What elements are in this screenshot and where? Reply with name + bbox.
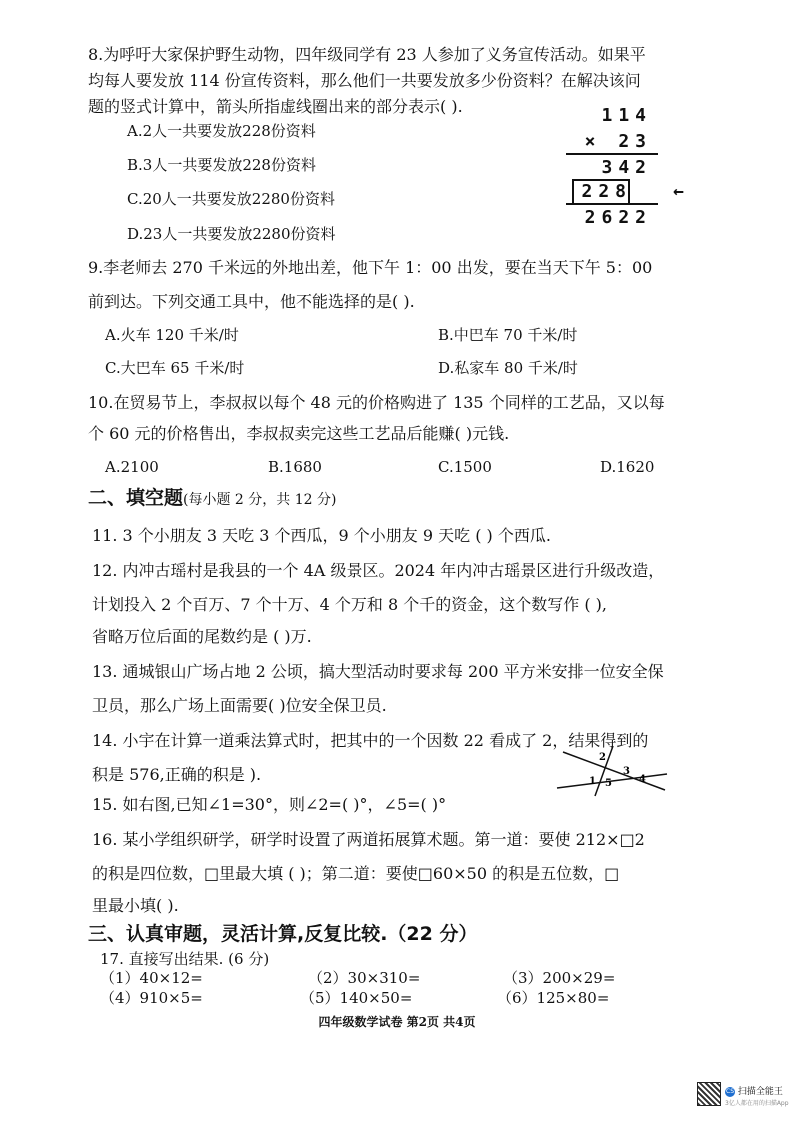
fig-label-3: 3 <box>623 766 630 777</box>
q17-item-1: （1）40×12= <box>100 969 203 987</box>
q10-option-a: A.2100 <box>105 458 159 476</box>
scanner-logo-icon: CS <box>726 1087 734 1095</box>
page-footer: 四年级数学试卷 第2页 共4页 <box>318 1015 476 1029</box>
q9-option-d: D.私家车 80 千米/时 <box>438 359 578 377</box>
calc-row-partial-2: 228 <box>581 181 632 202</box>
fig-label-5: 5 <box>605 778 612 789</box>
section-3-title: 三、认真审题，灵活计算,反复比较.（22 分） <box>88 923 478 945</box>
q8-option-b: B.3人一共要发放228份资料 <box>127 156 316 174</box>
q15-text: 15. 如右图,已知∠1=30°，则∠2=( )°，∠5=( )° <box>92 795 447 814</box>
q8-option-d: D.23人一共要发放2280份资料 <box>127 225 336 243</box>
fig-label-4: 4 <box>639 774 646 785</box>
q9-line1: 9.李老师去 270 千米远的外地出差，他下午 1：00 出发，要在当天下午 5：00 <box>88 258 653 277</box>
q9-option-a: A.火车 120 千米/时 <box>105 326 239 344</box>
q12-line2: 计划投入 2 个百万、7 个十万、4 个万和 8 个千的资金，这个数写作 ( ), <box>92 595 607 614</box>
fig-line-1 <box>563 752 665 790</box>
q10-line2: 个 60 元的价格售出，李叔叔卖完这些工艺品后能赚( )元钱. <box>88 424 510 443</box>
q13-line2: 卫员，那么广场上面需要( )位安全保卫员. <box>92 696 387 715</box>
section-2-heading <box>88 486 336 512</box>
dashed-circle-box <box>572 179 630 205</box>
q10-option-d: D.1620 <box>600 458 655 476</box>
q8-option-c: C.20人一共要发放2280份资料 <box>127 190 335 208</box>
calc-row-product: 2622 <box>584 207 652 228</box>
q12-line1: 12. 内冲古瑶村是我县的一个 4A 级景区。2024 年内冲古瑶景区进行升级改造， <box>92 561 665 580</box>
calc-rule-1 <box>566 153 658 155</box>
calc-row-multiplier: × 23 <box>584 131 652 152</box>
fig-line-2 <box>557 774 667 788</box>
q9-line2: 前到达。下列交通工具中，他不能选择的是( ). <box>88 292 415 311</box>
q8-line2: 均每人要发放 114 份宣传资料，那么他们一共要发放多少份资料？在解决该问 <box>88 71 641 90</box>
q16-line2: 的积是四位数，□里最大填 ( )；第二道：要使□60×50 的积是五位数，□ <box>92 864 620 883</box>
q17-item-3: （3）200×29= <box>503 969 616 987</box>
q8-line1: 8.为呼吁大家保护野生动物，四年级同学有 23 人参加了义务宣传活动。如果平 <box>88 45 646 64</box>
angle-figure <box>555 742 670 798</box>
q17-item-5: （5）140×50= <box>300 989 413 1007</box>
vertical-calculation <box>560 105 684 235</box>
q13-line1: 13. 通城银山广场占地 2 公顷，搞大型活动时要求每 200 平方米安排一位安全保 <box>92 662 664 681</box>
q12-line3: 省略万位后面的尾数约是 ( )万. <box>92 627 312 646</box>
scanner-name: 扫描全能王 <box>737 1087 783 1097</box>
calc-row-partial-1: 342 <box>601 157 652 178</box>
calc-rule-2 <box>566 203 658 205</box>
q9-option-b: B.中巴车 70 千米/时 <box>438 326 578 344</box>
q17-item-6: （6）125×80= <box>497 989 610 1007</box>
section-2-note: (每小题 2 分，共 12 分) <box>183 492 337 508</box>
q14-line1: 14. 小宇在计算一道乘法算式时，把其中的一个因数 22 看成了 2，结果得到的 <box>92 731 649 750</box>
scanner-subtitle: 3亿人都在用的扫描App <box>725 1100 789 1107</box>
q11-text: 11. 3 个小朋友 3 天吃 3 个西瓜，9 个小朋友 9 天吃 ( ) 个西瓜. <box>92 526 551 545</box>
q10-line1: 10.在贸易节上，李叔叔以每个 48 元的价格购进了 135 个同样的工艺品，又以每 <box>88 393 665 412</box>
q8-line3: 题的竖式计算中，箭头所指虚线圈出来的部分表示( ). <box>88 97 463 116</box>
q17-title: 17. 直接写出结果. (6 分) <box>100 950 270 968</box>
section-2-title: 二、填空题 <box>88 487 184 509</box>
calc-row-multiplicand: 114 <box>601 105 652 126</box>
fig-label-2: 2 <box>599 752 606 763</box>
scanner-watermark <box>725 1084 789 1107</box>
q10-option-c: C.1500 <box>438 458 492 476</box>
q8-option-a: A.2人一共要发放228份资料 <box>127 122 316 140</box>
q17-item-4: （4）910×5= <box>100 989 203 1007</box>
q16-line1: 16. 某小学组织研学，研学时设置了两道拓展算术题。第一道：要使 212×□2 <box>92 830 645 849</box>
q14-line2: 积是 576,正确的积是 ). <box>92 765 262 784</box>
calc-arrow: ← <box>673 181 684 202</box>
qr-code-icon <box>697 1082 721 1106</box>
q17-item-2: （2）30×310= <box>308 969 421 987</box>
fig-label-1: 1 <box>589 776 596 787</box>
q9-option-c: C.大巴车 65 千米/时 <box>105 359 245 377</box>
q10-option-b: B.1680 <box>268 458 322 476</box>
q16-line3: 里最小填( ). <box>92 896 179 915</box>
